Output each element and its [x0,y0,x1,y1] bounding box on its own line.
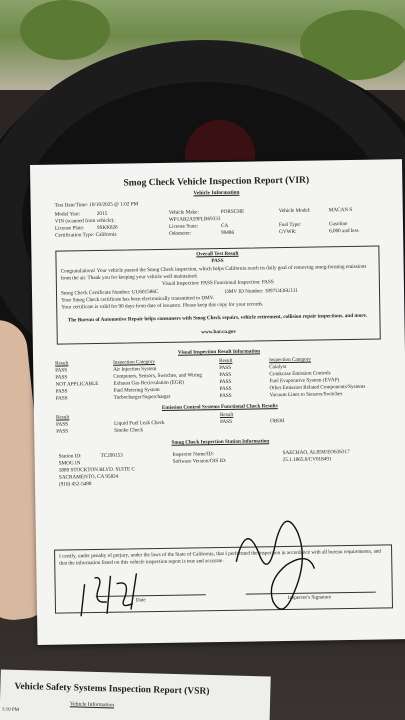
col-result: Result [55,414,70,421]
station-heading: Smog Check Inspection Station Information [171,438,270,446]
vin-value: WP1AB2A59FLB69333 [168,216,221,223]
gvwr-label: GVWR: [279,228,297,236]
visual-functional-result: Visual Inspection: PASS Functional Inspection: PASS [161,279,274,287]
bar-url: www.bar.ca.gov [201,328,237,336]
col-result: Result [55,360,69,367]
vsr-subtitle: Vehicle Information [69,701,115,709]
vehicle-info-heading: Vehicle Information [193,189,240,197]
result-cell: PASS [55,374,68,381]
bar-note: The Bureau of Automotive Repair helps consumers with Smog Check repairs, vehicle retirement, collision repair inspections, and more. [67,312,368,324]
station-phone: (916) 452-5488 [58,481,92,488]
model-year-label: Model Year: [54,211,81,218]
cert-type: Certification Type: California [55,231,117,239]
station-name: SMOG IN [58,460,81,467]
station-address: 5889 STOCKTON BLVD. SUITE C [58,466,135,474]
odometer-value: 99486 [221,229,235,237]
state-value: CA [220,222,229,230]
category-cell: Exhaust Gas Recirculation (EGR) [113,379,184,387]
inspector-value: SAECHAO, ALIEM/EO636317 [282,449,350,457]
functional-heading: Emission Control Systems Functional Check Results [161,403,278,411]
software-value: 25.1.1865.0/CV018491 [282,456,332,464]
model-year-value: 2015 [96,210,108,217]
result-cell: PASS [219,371,232,379]
test-datetime: Test Date/Time: 10/10/2025 @ 1:02 PM [54,201,139,209]
result-cell: PASS [219,378,232,386]
make-label: Vehicle Make: [168,209,199,216]
result-cell: PASS [219,385,232,393]
gvwr-value: 6,000 and less [329,227,359,235]
congrats-text: Congratulations! Your vehicle passed the Smog Check inspection, which helps California reach its daily goal of removing smog-forming emissions from the air. Thank you for keeping your vehicle well maintained. [60,263,367,282]
smog-report [30,159,405,645]
result-cell: PASS [56,421,69,428]
handwritten-date-and-signature [30,159,405,645]
valid-note: Your certificate is valid for 90 days from date of issuance. Please keep this copy for your records. [61,301,264,311]
category-cell: OBDII [270,418,285,425]
result-cell: PASS [56,428,69,435]
category-cell: Fuel Evaporative System (EVAP) [269,377,340,385]
state-label: License State: [168,223,199,230]
fuel-label: Fuel Type: [278,221,302,229]
odometer-label: Odometer: [169,230,192,237]
category-cell: Crankcase Emission Controls [269,370,331,378]
vsr-report [0,669,271,720]
plate-label: License Plate: [54,225,85,232]
report-title: Smog Check Vehicle Inspection Report (VIR) [123,174,310,189]
visual-heading: Visual Inspection Result Information [177,348,261,356]
station-id-value: TC299153 [100,452,123,459]
category-cell: Fuel Metering System [113,386,160,394]
col-category: Inspection Category [113,359,156,366]
signature-label: Inspector's Signature [287,594,332,602]
col-category: Inspection Category [269,356,312,364]
result-cell: PASS [55,395,68,402]
category-cell: Catalyst [269,364,287,371]
overall-heading: Overall Test Result [196,250,239,258]
category-cell: Air Injection System [113,366,157,373]
tree [20,0,110,60]
station-city: SACRAMENTO, CA 95824 [58,473,119,481]
result-cell: PASS [220,418,233,426]
station-id-label: Station ID: [58,453,82,460]
vsr-title: Vehicle Safety Systems Inspection Report (VSR) [14,681,210,697]
category-cell: Smoke Check [114,427,144,434]
result-cell: NOT APPLICABLE [55,380,99,388]
make-value: PORSCHE [220,208,245,216]
dmv-id: DMV ID Number: 3097U436U111 [224,287,298,295]
result-cell: PASS [219,392,232,400]
category-cell: Turbocharger/Supercharger [113,393,171,401]
software-label: Software Version/OIS ID: [172,457,227,465]
vsr-date: 1:10 PM [1,707,20,713]
category-cell: Vacuum Lines to Sensors/Switches [269,391,343,399]
plate-value: 9SKK826 [96,224,118,231]
category-cell: Computers, Sensors, Switches, and Wiring [113,372,202,380]
inspector-label: Inspector Name/ID: [172,451,214,458]
overall-result: PASS [211,257,224,265]
cert-number: Smog Check Certificate Number: UU601586C [60,288,159,297]
date-label: Date [135,597,146,604]
fuel-value: Gasoline [328,221,348,228]
category-cell: Liquid Fuel Leak Check [114,419,165,427]
model-value: MACAN S [328,206,353,214]
category-cell: Other Emission Related Components/Systems [269,383,366,392]
result-cell: PASS [55,388,68,395]
result-cell: PASS [219,364,232,372]
certify-text: I certify, under penalty of perjury, under the laws of the State of California, that I performed the inspection in accordance with all bureau requirements, and that the information listed on this vehicle inspection report is true and accurate. [59,548,382,567]
result-cell: PASS [55,367,68,374]
col-result: Result [219,357,233,365]
vin-label: VIN (scanned from vehicle): [54,217,115,225]
model-label: Vehicle Model: [278,207,311,215]
col-result: Result [219,411,234,419]
sent-dmv: Your Smog Check certificate has been electronically transmitted to DMV. [61,295,215,304]
